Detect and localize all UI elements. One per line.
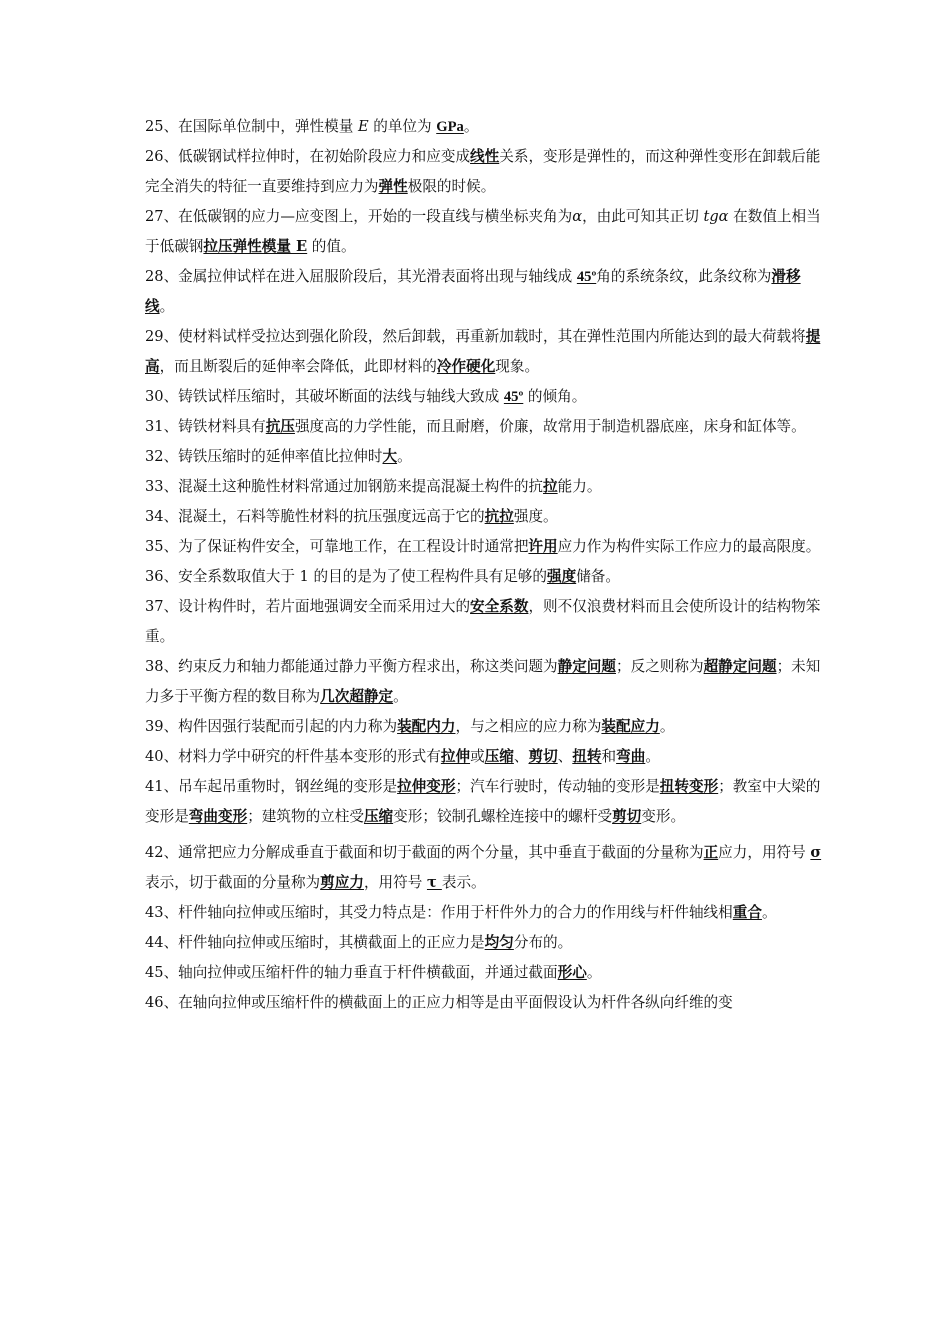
question-text: 27、在低碳钢的应力—应变图上，开始的一段直线与横坐标夹角为 bbox=[145, 208, 573, 225]
answer-text: 45º bbox=[503, 389, 524, 405]
question-text: 极限的时候。 bbox=[407, 178, 496, 195]
question-text: ，用符号 bbox=[363, 874, 427, 891]
question-text: 39、构件因强行装配而引起的内力称为 bbox=[145, 718, 398, 735]
question-text: 、 bbox=[513, 748, 529, 765]
answer-text: 弯曲变形 bbox=[188, 808, 248, 825]
answer-text: 正 bbox=[703, 844, 719, 861]
question-text: 的单位为 bbox=[368, 118, 437, 135]
question-paragraph bbox=[145, 652, 825, 712]
question-text: 关系，变形是弹性的，而这种弹性变形在卸载后能完全消失的特征一直要维持到应力为 bbox=[145, 148, 821, 195]
question-paragraph bbox=[145, 322, 825, 382]
question-text: 强度。 bbox=[513, 508, 558, 525]
question-paragraph bbox=[145, 562, 825, 592]
answer-text: 45º bbox=[576, 269, 597, 285]
answer-text: 大 bbox=[382, 448, 398, 465]
answer-text: 冷作硬化 bbox=[436, 358, 496, 375]
answer-text: 剪切 bbox=[528, 748, 558, 765]
question-text: 26、低碳钢试样拉伸时，在初始阶段应力和应变成 bbox=[145, 148, 471, 165]
question-text: α bbox=[572, 208, 583, 225]
question-text: 表示。 bbox=[441, 874, 486, 891]
answer-text: 装配应力 bbox=[601, 718, 660, 735]
answer-text: 拉伸变形 bbox=[397, 778, 456, 795]
question-paragraph bbox=[145, 502, 825, 532]
question-paragraph bbox=[145, 142, 825, 202]
question-paragraph bbox=[145, 112, 825, 142]
question-text: 在数值上相当于低碳钢 bbox=[145, 208, 821, 255]
question-text: 38、约束反力和轴力都能通过静力平衡方程求出，称这类问题为 bbox=[145, 658, 558, 675]
question-paragraph bbox=[145, 958, 825, 988]
question-text: 储备。 bbox=[576, 568, 620, 585]
question-paragraph bbox=[145, 472, 825, 502]
answer-text: 拉伸 bbox=[440, 748, 471, 765]
answer-text: 几次超静定 bbox=[320, 688, 394, 705]
answer-text: 压缩 bbox=[484, 748, 514, 765]
question-text: 能力。 bbox=[557, 478, 602, 495]
question-text: 的值。 bbox=[307, 238, 356, 255]
question-text: 41、吊车起吊重物时，钢丝绳的变形是 bbox=[145, 778, 398, 795]
question-paragraph bbox=[145, 202, 825, 262]
answer-text: 抗拉 bbox=[484, 508, 514, 525]
question-paragraph bbox=[145, 532, 825, 562]
answer-text: 形心 bbox=[557, 964, 587, 981]
question-text: ；反之则称为 bbox=[616, 658, 704, 675]
question-text: ；未知力多于平衡方程的数目称为 bbox=[145, 658, 821, 705]
answer-text: 剪切 bbox=[612, 808, 642, 825]
question-text: 应力，用符号 bbox=[718, 844, 811, 861]
question-text: 现象。 bbox=[495, 358, 540, 375]
question-text: 。 bbox=[659, 718, 675, 735]
question-text: 40、材料力学中研究的杆件基本变形的形式有 bbox=[145, 748, 441, 765]
question-paragraph bbox=[145, 898, 825, 928]
question-text: ；教室中大梁的变形是 bbox=[145, 778, 821, 825]
question-text: 。 bbox=[393, 688, 408, 705]
question-text: 或 bbox=[470, 748, 485, 765]
question-text: ，则不仅浪费材料而且会使所设计的结构物笨重。 bbox=[145, 598, 821, 645]
question-text: 角的系统条纹，此条纹称为 bbox=[596, 268, 772, 285]
question-text: ；建筑物的立柱受 bbox=[247, 808, 364, 825]
question-text: ，而且断裂后的延伸率会降低，此即材料的 bbox=[159, 358, 437, 375]
question-text: 。 bbox=[463, 118, 479, 135]
question-paragraph bbox=[145, 838, 825, 898]
question-text: E bbox=[357, 118, 369, 135]
question-text: 43、杆件轴向拉伸或压缩时，其受力特点是：作用于杆件外力的合力的作用线与杆件轴线相 bbox=[145, 904, 733, 921]
answer-text: 滑移线 bbox=[145, 268, 801, 315]
answer-text: 拉 bbox=[543, 478, 558, 495]
answer-text: 剪应力 bbox=[320, 874, 364, 891]
question-text: 28、金属拉伸试样在进入屈服阶段后，其光滑表面将出现与轴线成 bbox=[145, 268, 577, 285]
question-text: 变形。 bbox=[641, 808, 686, 825]
question-text: 25、在国际单位制中，弹性模量 bbox=[145, 118, 358, 135]
answer-text: 安全系数 bbox=[470, 598, 529, 615]
question-text: 35、为了保证构件安全，可靠地工作，在工程设计时通常把 bbox=[145, 538, 529, 555]
question-text: tgα bbox=[703, 208, 729, 225]
answer-text: 弯曲 bbox=[616, 748, 646, 765]
question-text: 32、铸铁压缩时的延伸率值比拉伸时 bbox=[145, 448, 383, 465]
answer-text: 静定问题 bbox=[557, 658, 616, 675]
question-text: 和 bbox=[601, 748, 617, 765]
question-paragraph bbox=[145, 592, 825, 652]
answer-text: σ bbox=[810, 844, 822, 861]
question-text: ；汽车行驶时，传动轴的变形是 bbox=[455, 778, 660, 795]
answer-text: τ bbox=[426, 874, 442, 891]
question-text: ，与之相应的应力称为 bbox=[455, 718, 602, 735]
question-text: 34、混凝土，石料等脆性材料的抗压强度远高于它的 bbox=[145, 508, 485, 525]
question-paragraph bbox=[145, 442, 825, 472]
question-text: 。 bbox=[159, 298, 175, 315]
question-text: 33、混凝土这种脆性材料常通过加钢筋来提高混凝土构件的抗 bbox=[145, 478, 544, 495]
question-text: 45、轴向拉伸或压缩杆件的轴力垂直于杆件横截面，并通过截面 bbox=[145, 964, 558, 981]
question-text: 37、设计构件时，若片面地强调安全而采用过大的 bbox=[145, 598, 471, 615]
question-paragraph bbox=[145, 412, 825, 442]
answer-text: 超静定问题 bbox=[703, 658, 777, 675]
question-text: 分布的。 bbox=[513, 934, 573, 951]
question-text: 变形；铰制孔螺栓连接中的螺杆受 bbox=[393, 808, 613, 825]
answer-text: 扭转 bbox=[572, 748, 602, 765]
question-text: 29、使材料试样受拉达到强化阶段，然后卸载，再重新加载时，其在弹性范围内所能达到的最大荷载将 bbox=[145, 328, 806, 345]
question-text: 的倾角。 bbox=[523, 388, 587, 405]
question-text: 。 bbox=[586, 964, 602, 981]
question-text: 46、在轴向拉伸或压缩杆件的横截面上的正应力相等是由平面假设认为杆件各纵向纤维的变 bbox=[145, 994, 733, 1011]
question-paragraph bbox=[145, 928, 825, 958]
answer-text: 提高 bbox=[145, 328, 821, 375]
answer-text: 重合 bbox=[732, 904, 762, 921]
answer-text: 压缩 bbox=[363, 808, 394, 825]
question-text: 。 bbox=[645, 748, 660, 765]
answer-text: 线性 bbox=[470, 148, 500, 165]
answer-text: 抗压 bbox=[265, 418, 295, 435]
question-text: 强度高的力学性能，而且耐磨，价廉，故常用于制造机器底座，床身和缸体等。 bbox=[294, 418, 806, 435]
question-text: ，由此可知其正切 bbox=[582, 208, 704, 225]
question-text: 31、铸铁材料具有 bbox=[145, 418, 266, 435]
answer-text: 弹性 bbox=[378, 178, 408, 195]
question-text: 。 bbox=[397, 448, 412, 465]
question-paragraph bbox=[145, 742, 825, 772]
answer-text: GPa bbox=[436, 119, 464, 135]
answer-text: 拉压弹性模量 E bbox=[203, 238, 308, 255]
question-text: 。 bbox=[761, 904, 777, 921]
question-paragraph bbox=[145, 382, 825, 412]
question-paragraph bbox=[145, 712, 825, 742]
question-text: 、 bbox=[557, 748, 573, 765]
answer-text: 许用 bbox=[528, 538, 558, 555]
answer-text: 均匀 bbox=[484, 934, 514, 951]
question-text: 表示，切于截面的分量称为 bbox=[145, 874, 321, 891]
answer-text: 装配内力 bbox=[397, 718, 456, 735]
question-text: 30、铸铁试样压缩时，其破坏断面的法线与轴线大致成 bbox=[145, 388, 504, 405]
question-text: 应力作为构件实际工作应力的最高限度。 bbox=[557, 538, 821, 555]
question-paragraph bbox=[145, 262, 825, 322]
question-paragraph bbox=[145, 772, 825, 832]
answer-text: 强度 bbox=[546, 568, 577, 585]
question-text: 42、通常把应力分解成垂直于截面和切于截面的两个分量，其中垂直于截面的分量称为 bbox=[145, 844, 704, 861]
answer-text: 扭转变形 bbox=[659, 778, 719, 795]
question-text: 44、杆件轴向拉伸或压缩时，其横截面上的正应力是 bbox=[145, 934, 485, 951]
question-paragraph bbox=[145, 988, 825, 1018]
question-text: 36、安全系数取值大于 1 的目的是为了使工程构件具有足够的 bbox=[145, 568, 547, 585]
document-body bbox=[145, 112, 825, 1018]
